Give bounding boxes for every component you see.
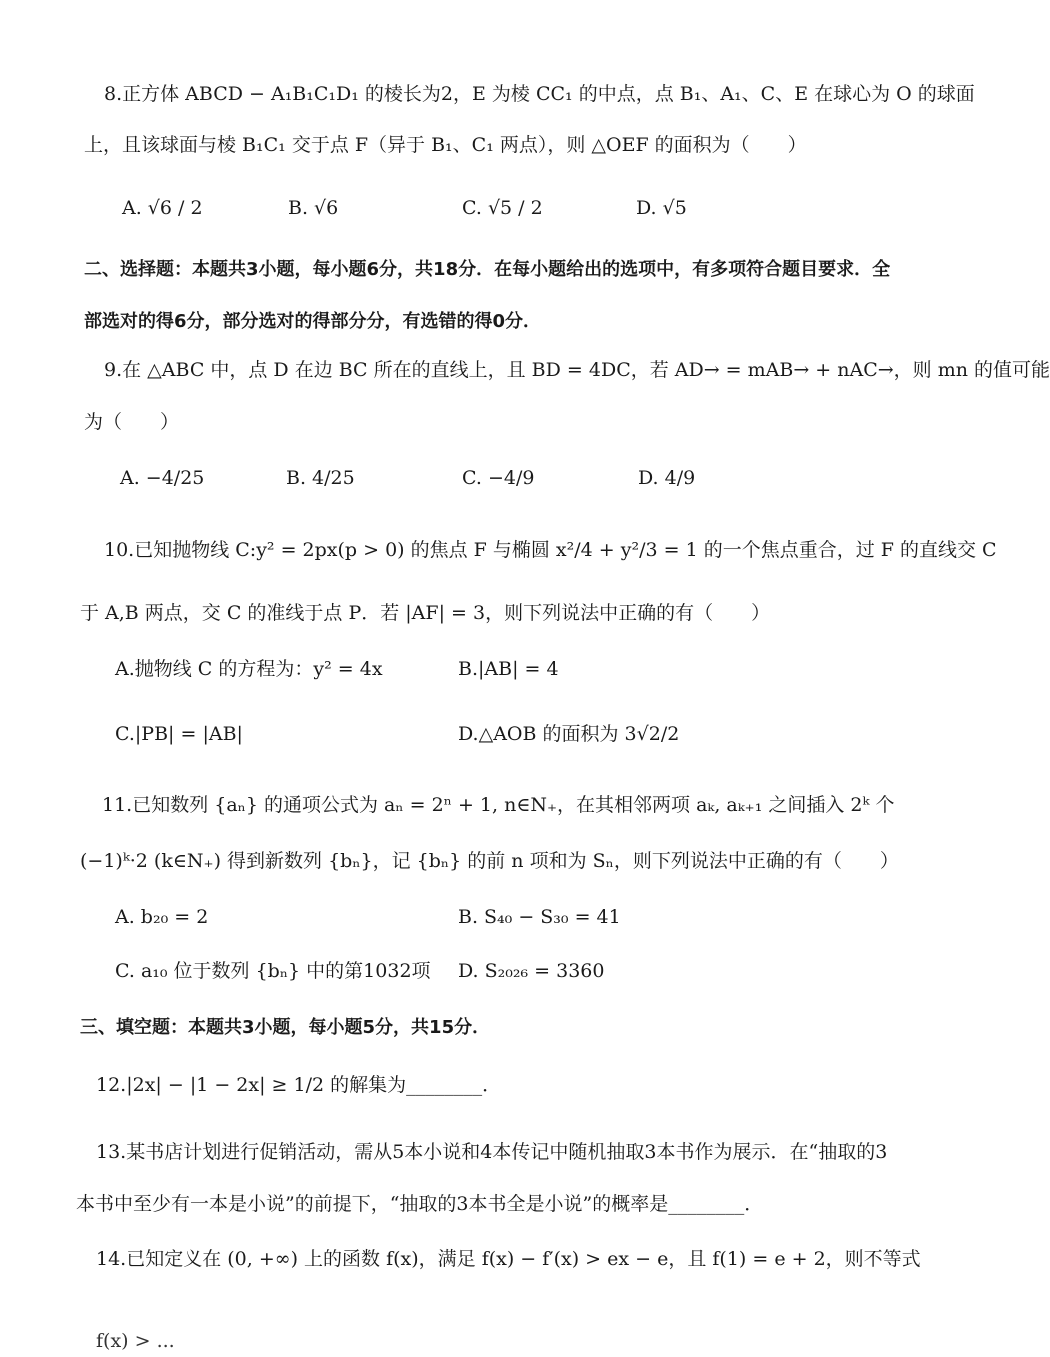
q8-option-c: C. √5 / 2	[462, 197, 543, 219]
q8-line-1: 8.正方体 ABCD − A₁B₁C₁D₁ 的棱长为2，E 为棱 CC₁ 的中点，点 B₁、A₁、C、E 在球心为 O 的球面	[104, 83, 975, 105]
q10-line-1: 10.已知抛物线 C:y² = 2px(p > 0) 的焦点 F 与椭圆 x²/4 + y²/3 = 1 的一个焦点重合，过 F 的直线交 C	[104, 539, 997, 561]
q10-option-b: B.|AB| = 4	[458, 658, 559, 680]
q9-option-c: C. −4/9	[462, 467, 535, 489]
q9-option-a: A. −4/25	[120, 467, 205, 489]
q10-option-d: D.△AOB 的面积为 3√2/2	[458, 723, 680, 745]
q11-option-c: C. a₁₀ 位于数列 {bₙ} 中的第1032项	[115, 960, 431, 982]
q9-line-2: 为（ ）	[84, 411, 180, 433]
q14-line-2: f(x) > ...	[96, 1330, 175, 1352]
q13-line-1: 13.某书店计划进行促销活动，需从5本小说和4本传记中随机抽取3本书作为展示．在“抽取的3	[96, 1141, 888, 1163]
section-3-line-1: 三、填空题：本题共3小题，每小题5分，共15分．	[80, 1017, 491, 1038]
q10-option-a: A.抛物线 C 的方程为：y² = 4x	[115, 658, 383, 680]
q10-option-c: C.|PB| = |AB|	[115, 723, 243, 745]
q11-line-2: (−1)ᵏ·2 (k∈N₊) 得到新数列 {bₙ}，记 {bₙ} 的前 n 项和为 Sₙ，则下列说法中正确的有（ ）	[80, 850, 899, 872]
q8-option-d: D. √5	[636, 197, 687, 219]
q12-line-1: 12.|2x| − |1 − 2x| ≥ 1/2 的解集为________．	[96, 1074, 502, 1096]
q9-line-1: 9.在 △ABC 中，点 D 在边 BC 所在的直线上，且 BD = 4DC，若 AD→ = mAB→ + nAC→，则 mn 的值可能	[104, 359, 1050, 381]
q11-line-1: 11.已知数列 {aₙ} 的通项公式为 aₙ = 2ⁿ + 1, n∈N₊，在其相邻两项 aₖ, aₖ₊₁ 之间插入 2ᵏ 个	[102, 794, 895, 816]
q11-option-d: D. S₂₀₂₆ = 3360	[458, 960, 605, 982]
section-2-line-2: 部选对的得6分，部分选对的得部分分，有选错的得0分．	[84, 311, 542, 332]
q14-line-1: 14.已知定义在 (0, +∞) 上的函数 f(x)，满足 f(x) − f′(x) > ex − e，且 f(1) = e + 2，则不等式	[96, 1248, 921, 1270]
q11-option-a: A. b₂₀ = 2	[115, 906, 209, 928]
q10-line-2: 于 A,B 两点，交 C 的准线于点 P．若 |AF| = 3，则下列说法中正确的有（ ）	[80, 602, 771, 624]
q8-line-2: 上，且该球面与棱 B₁C₁ 交于点 F（异于 B₁、C₁ 两点），则 △OEF 的面积为（ ）	[84, 134, 807, 156]
section-2-line-1: 二、选择题：本题共3小题，每小题6分，共18分．在每小题给出的选项中，有多项符合题目要求．全	[84, 259, 891, 280]
q9-option-d: D. 4/9	[638, 467, 696, 489]
q13-line-2: 本书中至少有一本是小说”的前提下，“抽取的3本书全是小说”的概率是________．	[76, 1193, 764, 1215]
q9-option-b: B. 4/25	[286, 467, 355, 489]
q14-cutoff-line	[0, 1330, 950, 1357]
q11-option-b: B. S₄₀ − S₃₀ = 41	[458, 906, 621, 928]
q8-option-b: B. √6	[288, 197, 339, 219]
q8-option-a: A. √6 / 2	[122, 197, 203, 219]
